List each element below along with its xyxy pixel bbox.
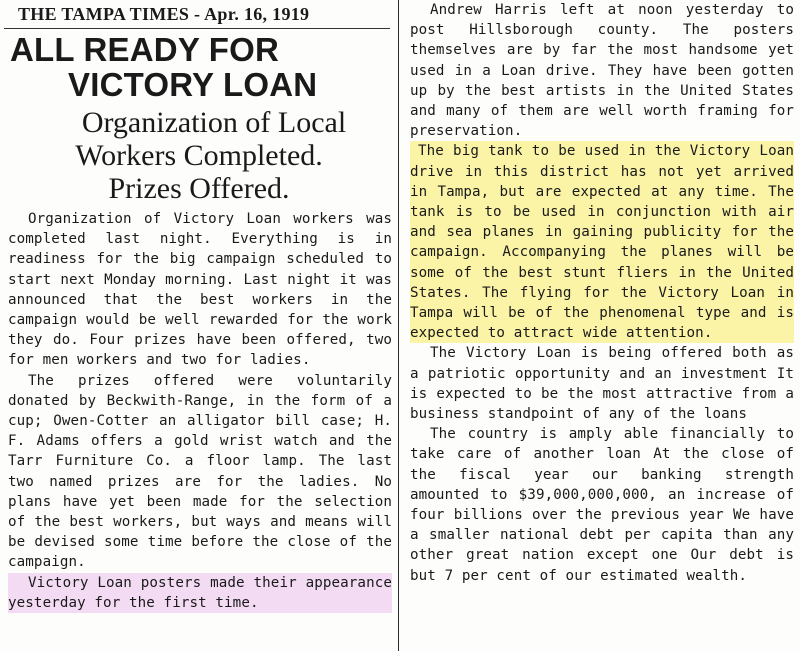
article-paragraph: Organization of Victory Loan workers was completed last night. Everything is in readiness for the big campaign scheduled to start next Monday morning. Last night it was announced that the best workers in the campaign would be well rewarded for the work they do. Four prizes have been offered, two for men workers and two for ladies. bbox=[8, 211, 392, 369]
article-paragraph: Andrew Harris left at noon yesterday to post Hillsborough county. The posters themselves are by far the most handsome yet used in a Loan drive. They have been gotten up by the best artists in the United States and many of them are well worth framing for preservation. bbox=[410, 2, 794, 140]
headline-line-1: ALL READY FOR bbox=[10, 31, 280, 68]
article-paragraph: The country is amply able financially to take care of another loan At the close of the fiscal year our banking strength amounted to $39,000,000,000, an increase of four billions over the previous year We have a smaller national debt per capita than any other great nation except one Our debt is but 7 per cent of our estimated wealth. bbox=[410, 426, 794, 584]
subheadline-line-3: Prizes Offered. bbox=[108, 172, 290, 205]
right-column bbox=[404, 0, 796, 586]
article-paragraph: The Victory Loan is being offered both as a patriotic opportunity and an investment It is expected to be the most attractive from a business standpoint of any of the loans bbox=[410, 345, 794, 423]
headline-line-2: VICTORY LOAN bbox=[68, 66, 318, 103]
article-body-left bbox=[8, 209, 392, 613]
headline bbox=[10, 32, 394, 102]
subheadline-line-2: Workers Completed. bbox=[75, 139, 323, 172]
left-column bbox=[4, 0, 394, 613]
highlighted-paragraph: The big tank to be used in the Victory Loan drive in this district has not yet arrived in Tampa, but are expected at any time. The tank is to be used in conjunction with air and sea planes in gaining publicity for the campaign. Accompanying the planes will be some of the best stunt fliers in the United States. The flying for the Victory Loan in Tampa will be of the phenomenal type and is expected to attract wide attention. bbox=[410, 143, 794, 342]
column-rule bbox=[398, 0, 399, 651]
subheadline bbox=[4, 106, 394, 205]
article-paragraph: The prizes offered were voluntarily donated by Beckwith-Range, in the form of a cup; Owen-Cotter an alligator bill case; H. F. Adams offers a gold wrist watch and the Tarr Furniture Co. a floor lamp. The last two named prizes are for the ladies. No plans have yet been made for the selection of the best workers, but ways and means will be devised some time before the close of the campaign. bbox=[8, 372, 392, 571]
subheadline-line-1: Organization of Local bbox=[81, 106, 347, 139]
masthead: THE TAMPA TIMES - Apr. 16, 1919 bbox=[4, 0, 390, 29]
article-body-right bbox=[410, 0, 794, 141]
article-body-right-continued bbox=[410, 343, 794, 585]
highlighted-block bbox=[410, 141, 794, 343]
highlighted-paragraph: Victory Loan posters made their appearance yesterday for the first time. bbox=[8, 573, 392, 613]
